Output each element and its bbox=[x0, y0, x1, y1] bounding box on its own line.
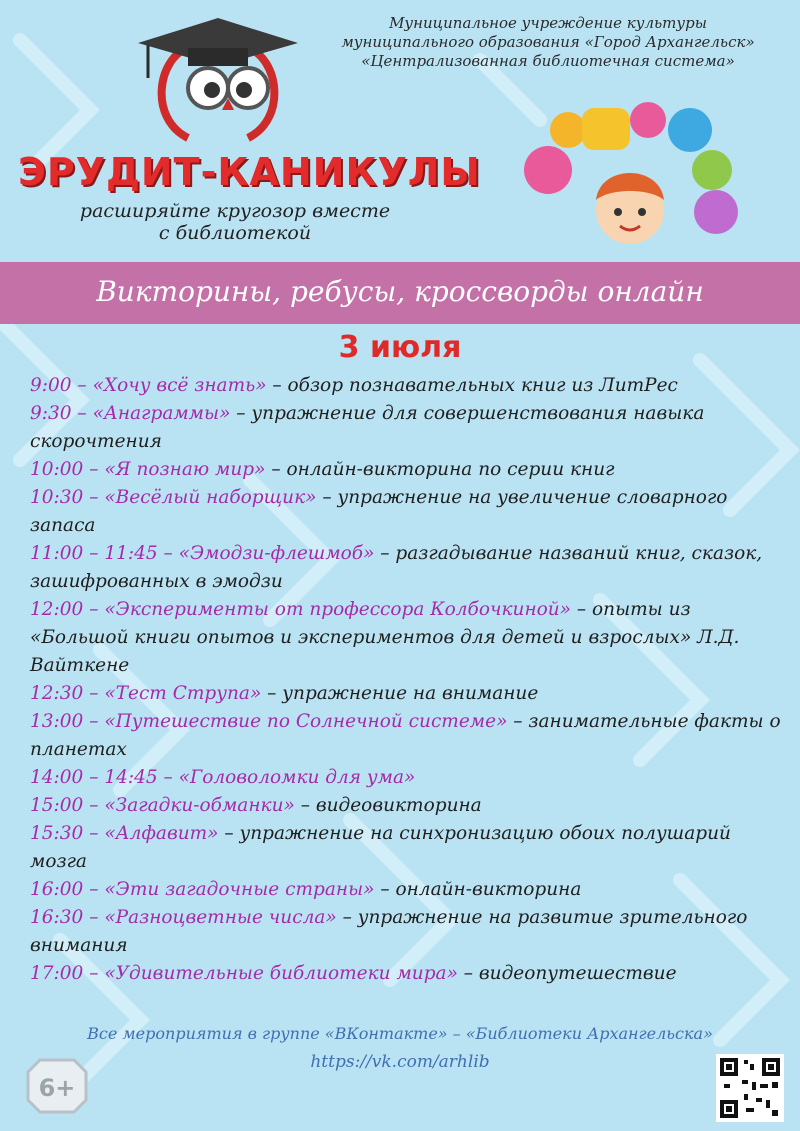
schedule-item bbox=[30, 904, 790, 960]
schedule-event: «Путешествие по Солнечной системе» bbox=[104, 711, 508, 732]
poster-subtitle bbox=[60, 200, 410, 244]
age-rating-text: 6+ bbox=[38, 1074, 76, 1102]
schedule-desc: – упражнение на синхронизацию обоих полушарий мозга bbox=[30, 823, 731, 872]
org-line: муниципального образования «Город Архангельск» bbox=[341, 33, 755, 51]
schedule-item bbox=[30, 960, 790, 988]
schedule-item bbox=[30, 484, 790, 540]
schedule-time: 16:00 – bbox=[30, 879, 99, 900]
schedule-item bbox=[30, 820, 790, 876]
schedule-time: 12:30 – bbox=[30, 683, 99, 704]
schedule-time: 10:30 – bbox=[30, 487, 99, 508]
schedule-desc: – упражнение для совершенствования навыка скорочтения bbox=[30, 403, 705, 452]
schedule-desc: – упражнение на развитие зрительного внимания bbox=[30, 907, 748, 956]
schedule-event: «Хочу всё знать» bbox=[92, 375, 267, 396]
schedule-time: 9:00 – bbox=[30, 375, 87, 396]
schedule-time: 9:30 – bbox=[30, 403, 87, 424]
schedule-item bbox=[30, 372, 790, 400]
schedule-time: 13:00 – bbox=[30, 711, 99, 732]
qr-code-icon[interactable] bbox=[716, 1054, 784, 1122]
footer-note: Все мероприятия в группе «ВКонтакте» – «Библиотеки Архангельска» bbox=[87, 1024, 713, 1043]
schedule-event: «Загадки-обманки» bbox=[104, 795, 295, 816]
schedule-item bbox=[30, 764, 790, 792]
schedule-desc: – опыты из «Большой книги опытов и экспериментов для детей и взрослых» Л.Д. Вайткене bbox=[30, 599, 740, 676]
schedule-event: «Весёлый наборщик» bbox=[104, 487, 317, 508]
schedule-event: «Удивительные библиотеки мира» bbox=[104, 963, 458, 984]
schedule-item bbox=[30, 456, 790, 484]
schedule-desc: – онлайн-викторина bbox=[374, 879, 582, 900]
schedule-time: 17:00 – bbox=[30, 963, 99, 984]
schedule-time: 12:00 – bbox=[30, 599, 99, 620]
poster-title: ЭРУДИТ-КАНИКУЛЫ bbox=[18, 150, 481, 194]
schedule-desc: – видеовикторина bbox=[294, 795, 482, 816]
schedule-event: «Эксперименты от профессора Колбочкиной» bbox=[104, 599, 571, 620]
schedule-time: 10:00 – bbox=[30, 459, 99, 480]
schedule-event: «Алфавит» bbox=[104, 823, 219, 844]
schedule-time: 14:00 – 14:45 – bbox=[30, 767, 173, 788]
age-rating-badge bbox=[26, 1058, 88, 1114]
banner-text: Викторины, ребусы, кроссворды онлайн bbox=[96, 275, 704, 308]
org-line: Муниципальное учреждение культуры bbox=[389, 14, 707, 32]
schedule-desc: – занимательные факты о планетах bbox=[30, 711, 781, 760]
organization-block bbox=[318, 14, 778, 71]
schedule-event: «Эмодзи-флешмоб» bbox=[178, 543, 375, 564]
schedule-desc: – упражнение на внимание bbox=[261, 683, 539, 704]
schedule-desc: – разгадывание названий книг, сказок, зашифрованных в эмодзи bbox=[30, 543, 763, 592]
schedule-item bbox=[30, 708, 790, 764]
schedule-item bbox=[30, 876, 790, 904]
schedule-event: «Эти загадочные страны» bbox=[104, 879, 375, 900]
schedule-event: «Тест Струпа» bbox=[104, 683, 262, 704]
org-line: «Централизованная библиотечная система» bbox=[361, 52, 735, 70]
schedule-event: «Головоломки для ума» bbox=[178, 767, 416, 788]
event-date: 3 июля bbox=[338, 330, 462, 365]
schedule-event: «Разноцветные числа» bbox=[104, 907, 337, 928]
subtitle-line: с библиотекой bbox=[158, 222, 312, 244]
schedule-desc: – видеопутешествие bbox=[457, 963, 677, 984]
schedule-item bbox=[30, 680, 790, 708]
schedule-list bbox=[30, 372, 790, 988]
schedule-time: 16:30 – bbox=[30, 907, 99, 928]
subtitle-line: расширяйте кругозор вместе bbox=[79, 200, 391, 222]
child-with-ideas-icon bbox=[520, 100, 750, 250]
schedule-item bbox=[30, 792, 790, 820]
schedule-time: 15:30 – bbox=[30, 823, 99, 844]
owl-mascot-icon bbox=[128, 18, 308, 158]
schedule-item bbox=[30, 540, 790, 596]
schedule-time: 15:00 – bbox=[30, 795, 99, 816]
schedule-item bbox=[30, 596, 790, 680]
schedule-event: «Я познаю мир» bbox=[104, 459, 266, 480]
schedule-desc: – обзор познавательных книг из ЛитРес bbox=[266, 375, 678, 396]
schedule-time: 11:00 – 11:45 – bbox=[30, 543, 173, 564]
topic-banner bbox=[0, 262, 800, 324]
vk-link[interactable]: https://vk.com/arhlib bbox=[310, 1052, 490, 1072]
schedule-item bbox=[30, 400, 790, 456]
schedule-desc: – упражнение на увеличение словарного запаса bbox=[30, 487, 728, 536]
schedule-event: «Анаграммы» bbox=[92, 403, 231, 424]
schedule-desc: – онлайн-викторина по серии книг bbox=[265, 459, 615, 480]
